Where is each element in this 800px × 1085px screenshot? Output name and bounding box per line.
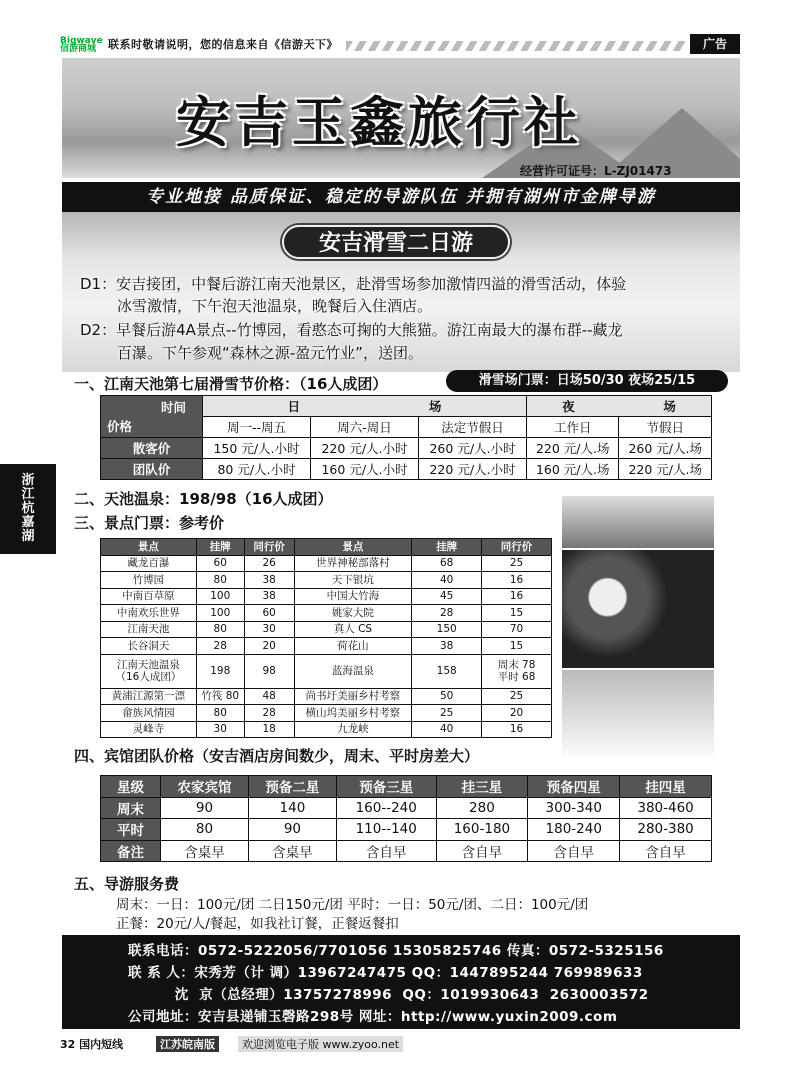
cell: 38 <box>412 638 482 655</box>
field-label-2: 场 <box>663 399 676 414</box>
col-header: 星级 <box>101 776 161 798</box>
decorative-stripes <box>346 41 686 51</box>
ski-corner-cell <box>101 396 203 438</box>
row-label: 团队价 <box>101 459 203 480</box>
cell: 蓝海温泉 <box>294 654 412 688</box>
col-header: 同行价 <box>244 539 294 556</box>
cell: 158 <box>412 654 482 688</box>
price-cell: 160 元/人.小时 <box>311 459 419 480</box>
ski-ticket-price: 滑雪场门票：日场50/30 夜场25/15 <box>446 370 728 392</box>
cell: 灵峰寺 <box>101 721 197 738</box>
col-header: 预备三星 <box>336 776 436 798</box>
cell: 30 <box>244 621 294 638</box>
cell: 天下银坑 <box>294 572 412 589</box>
cell: 45 <box>412 588 482 605</box>
photo-snow <box>562 670 714 758</box>
contact-panel <box>62 935 740 1029</box>
cell: 38 <box>244 588 294 605</box>
cell: 含自早 <box>436 840 528 862</box>
cell: 25 <box>482 688 552 705</box>
table-row <box>101 840 712 862</box>
page-footer <box>60 1036 740 1054</box>
table-row <box>101 654 552 688</box>
meal-fee-line: 正餐：20元/人/餐起，如我社订餐，正餐返餐扣 <box>116 916 399 932</box>
cell: 畲族风情园 <box>101 705 197 722</box>
cell: 25 <box>412 705 482 722</box>
scenic-photo-collage <box>562 496 714 758</box>
cell: 80 <box>161 819 249 841</box>
cell: 160--240 <box>336 797 436 819</box>
day-group-header <box>203 396 527 417</box>
cell: 280-380 <box>620 819 712 841</box>
cell: 26 <box>244 555 294 572</box>
publisher-logo: Bigwave 信游商城 <box>60 36 103 54</box>
cell: 98 <box>244 654 294 688</box>
day-label: 日 <box>287 399 301 414</box>
edition-label: 江苏皖南版 <box>156 1036 219 1052</box>
cell: 30 <box>196 721 244 738</box>
cell: 28 <box>412 605 482 622</box>
cell: 含桌早 <box>161 840 249 862</box>
cell: 江南天池 <box>101 621 197 638</box>
contact-phone: 联系电话：0572-5222056/7701056 15305825746 传真：0572-5325156 <box>128 943 664 959</box>
row-label: 散客价 <box>101 438 203 459</box>
col-header: 工作日 <box>527 417 619 438</box>
cell <box>482 654 552 688</box>
cell: 18 <box>244 721 294 738</box>
region-side-tag <box>0 464 56 554</box>
cell: 竹筏 80 <box>196 688 244 705</box>
col-header: 法定节假日 <box>419 417 527 438</box>
table-row <box>101 555 552 572</box>
cell: 含桌早 <box>248 840 336 862</box>
cell: 姚家大院 <box>294 605 412 622</box>
cell: 100 <box>196 605 244 622</box>
cell: 含自早 <box>336 840 436 862</box>
cell: 100 <box>196 588 244 605</box>
cell: 28 <box>244 705 294 722</box>
row-label: 备注 <box>101 840 161 862</box>
table-row <box>101 621 552 638</box>
col-header: 挂四星 <box>620 776 712 798</box>
cell: 90 <box>161 797 249 819</box>
cell: 28 <box>196 638 244 655</box>
cell: 世界神秘部落村 <box>294 555 412 572</box>
region-label: 浙江杭嘉湖 <box>21 473 35 544</box>
col-header: 预备二星 <box>248 776 336 798</box>
table-row <box>101 638 552 655</box>
col-header: 挂三星 <box>436 776 528 798</box>
table-row <box>101 572 552 589</box>
itinerary-d2-line1: D2：早餐后游4A景点--竹博园，看憨态可掬的大熊猫。游江南最大的瀑布群--藏龙 <box>80 321 623 339</box>
source-notice: 联系时敬请说明，您的信息来自《信游天下》 <box>108 38 338 51</box>
row-label: 周末 <box>101 797 161 819</box>
cell: 50 <box>412 688 482 705</box>
cell: 中国大竹海 <box>294 588 412 605</box>
cell: 80 <box>196 621 244 638</box>
website-link[interactable]: 欢迎浏览电子版 www.zyoo.net <box>238 1036 403 1052</box>
itinerary-d2-line2: 百瀑。下午参观“森林之源-盈元竹业”，送团。 <box>117 344 423 362</box>
cell: 80 <box>196 572 244 589</box>
col-header: 挂牌 <box>412 539 482 556</box>
company-address: 公司地址：安吉县递铺玉磬路298号 网址：http://www.yuxin2009.com <box>128 1009 618 1025</box>
table-row <box>101 705 552 722</box>
agency-title: 安吉玉鑫旅行社 <box>176 90 582 154</box>
cell: 含自早 <box>620 840 712 862</box>
price-cell: 220 元/人.小时 <box>419 459 527 480</box>
cell: 20 <box>244 638 294 655</box>
cell: 110--140 <box>336 819 436 841</box>
cell: 160-180 <box>436 819 528 841</box>
col-header: 周六-周日 <box>311 417 419 438</box>
cell: 140 <box>248 797 336 819</box>
itinerary-d1-line2: 冰雪激情，下午泡天池温泉，晚餐后入住酒店。 <box>117 297 433 315</box>
price-cell: 260 元/人.小时 <box>419 438 527 459</box>
price-cell: 150 元/人.小时 <box>203 438 311 459</box>
night-group-header <box>527 396 712 417</box>
cell: 150 <box>412 621 482 638</box>
cell: 15 <box>482 605 552 622</box>
ski-heading: 一、江南天池第七届滑雪节价格：（16人成团） <box>74 375 388 393</box>
cell: 70 <box>482 621 552 638</box>
cell: 40 <box>412 721 482 738</box>
cell: 中南欢乐世界 <box>101 605 197 622</box>
cell: 15 <box>482 638 552 655</box>
cell: 横山坞美丽乡村考察 <box>294 705 412 722</box>
cell: 16 <box>482 572 552 589</box>
cell: 48 <box>244 688 294 705</box>
corner-label-time: 时间 <box>160 400 186 415</box>
price-cell: 220 元/人.场 <box>619 459 712 480</box>
price-cell: 260 元/人.场 <box>619 438 712 459</box>
table-row <box>101 688 552 705</box>
photo-resort <box>562 496 714 550</box>
scenic-heading: 三、景点门票：参考价 <box>74 514 225 532</box>
price-cell: 220 元/人.场 <box>527 438 619 459</box>
page-number: 32 国内短线 <box>60 1038 124 1051</box>
cell: 68 <box>412 555 482 572</box>
tour-title: 安吉滑雪二日游 <box>282 225 510 259</box>
hot-spring-heading: 二、天池温泉：198/98（16人成团） <box>74 490 333 508</box>
cell: 198 <box>196 654 244 688</box>
table-row <box>101 438 712 459</box>
cell-line: 平时 68 <box>497 671 536 683</box>
cell: 300-340 <box>528 797 620 819</box>
cell-line: （16人成团） <box>115 671 182 683</box>
hotel-heading: 四、宾馆团队价格（安吉酒店房间数少，周末、平时房差大） <box>74 747 480 765</box>
cell: 中南百草原 <box>101 588 197 605</box>
cell: 藏龙百瀑 <box>101 555 197 572</box>
license-number: 经营许可证号：L-ZJ01473 <box>520 164 672 178</box>
price-cell: 80 元/人.小时 <box>203 459 311 480</box>
cell: 九龙峡 <box>294 721 412 738</box>
col-header: 挂牌 <box>196 539 244 556</box>
cell: 180-240 <box>528 819 620 841</box>
cell: 20 <box>482 705 552 722</box>
top-bar <box>60 33 740 57</box>
cell: 长谷洞天 <box>101 638 197 655</box>
itinerary-d1-line1: D1：安吉接团，中餐后游江南天池景区，赴滑雪场参加激情四溢的滑雪活动，体验 <box>80 275 627 293</box>
cell: 荷花山 <box>294 638 412 655</box>
table-row <box>101 588 552 605</box>
guide-heading: 五、导游服务费 <box>74 875 180 893</box>
cell: 90 <box>248 819 336 841</box>
cell: 40 <box>412 572 482 589</box>
col-header: 节假日 <box>619 417 712 438</box>
cell-line: 周末 78 <box>497 659 536 671</box>
cell <box>101 654 197 688</box>
contact-person-1: 联 系 人：宋秀芳（计 调）13967247475 QQ：1447895244 769989633 <box>128 965 643 981</box>
table-row <box>101 459 712 480</box>
cell: 16 <box>482 721 552 738</box>
table-row <box>101 605 552 622</box>
cell: 竹博园 <box>101 572 197 589</box>
contact-person-2: 沈 京（总经理）13757278996 QQ：1019930643 2630003572 <box>128 987 649 1003</box>
price-cell: 220 元/人.小时 <box>311 438 419 459</box>
ski-price-table <box>100 395 712 480</box>
cell: 含自早 <box>528 840 620 862</box>
table-row <box>101 721 552 738</box>
cell: 280 <box>436 797 528 819</box>
guide-fee-line: 周末：一日：100元/团 二日150元/团 平时：一日：50元/团、二日：100元/团 <box>116 897 589 913</box>
cell-line: 江南天池温泉 <box>116 659 180 671</box>
scenic-ticket-table <box>100 538 552 738</box>
col-header: 景点 <box>294 539 412 556</box>
cell: 25 <box>482 555 552 572</box>
cell: 38 <box>244 572 294 589</box>
photo-hot-spring <box>562 550 714 670</box>
table-row <box>101 797 712 819</box>
cell: 380-460 <box>620 797 712 819</box>
corner-label-price: 价格 <box>107 419 133 434</box>
cell: 80 <box>196 705 244 722</box>
price-cell: 160 元/人.场 <box>527 459 619 480</box>
ad-tag: 广告 <box>690 34 740 54</box>
col-header: 景点 <box>101 539 197 556</box>
slogan-bar: 专业地接 品质保证、稳定的导游队伍 并拥有湖州市金牌导游 <box>62 182 740 212</box>
cell: 60 <box>196 555 244 572</box>
table-row <box>101 819 712 841</box>
col-header: 农家宾馆 <box>161 776 249 798</box>
col-header: 周一--周五 <box>203 417 311 438</box>
night-label: 夜 <box>562 399 575 414</box>
cell: 尚书圩美丽乡村考察 <box>294 688 412 705</box>
col-header: 预备四星 <box>528 776 620 798</box>
col-header: 同行价 <box>482 539 552 556</box>
field-label: 场 <box>428 399 442 414</box>
row-label: 平时 <box>101 819 161 841</box>
cell: 黄浦江源第一漂 <box>101 688 197 705</box>
cell: 16 <box>482 588 552 605</box>
hotel-price-table <box>100 775 712 862</box>
cell: 60 <box>244 605 294 622</box>
cell: 真人 CS <box>294 621 412 638</box>
